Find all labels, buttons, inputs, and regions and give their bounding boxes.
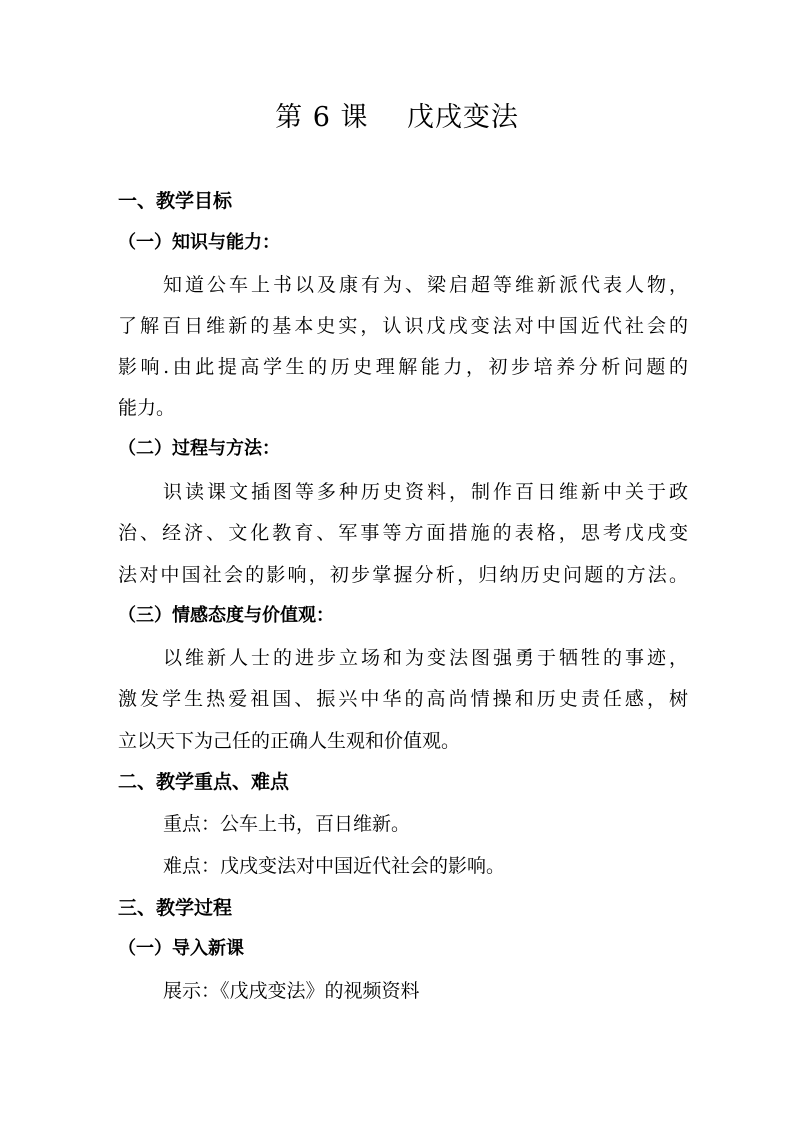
paragraph-line: 影响.由此提高学生的历史理解能力，初步培养分析问题的 — [118, 356, 688, 378]
paragraph-line: 治、经济、文化教育、军事等方面措施的表格，思考戊戌变 — [118, 522, 688, 544]
paragraph-line: 激发学生热爱祖国、振兴中华的高尚情操和历史责任感，树 — [118, 688, 688, 710]
paragraph-line: 知道公车上书以及康有为、梁启超等维新派代表人物， — [163, 274, 688, 296]
subheading-introduction: （一）导入新课 — [118, 938, 244, 959]
paragraph-line: 展示：《戊戌变法》的视频资料 — [163, 980, 420, 1002]
section-heading-teaching-goals: 一、教学目标 — [118, 190, 233, 212]
subheading-process-method: （二）过程与方法： — [118, 438, 280, 459]
paragraph-line: 立以天下为己任的正确人生观和价值观。 — [118, 730, 461, 752]
paragraph-line: 了解百日维新的基本史实，认识戊戌变法对中国近代社会的 — [118, 315, 688, 337]
paragraph-line: 识读课文插图等多种历史资料，制作百日维新中关于政 — [163, 481, 688, 503]
key-point-line: 重点：公车上书，百日维新。 — [163, 813, 411, 835]
paragraph-line: 能力。 — [118, 397, 176, 419]
paragraph-line: 法对中国社会的影响，初步掌握分析，归纳历史问题的方法。 — [118, 564, 688, 586]
paragraph-line: 以维新人士的进步立场和为变法图强勇于牺牲的事迹， — [163, 647, 688, 669]
subheading-knowledge-ability: （一）知识与能力： — [118, 232, 280, 253]
subheading-emotion-values: （三）情感态度与价值观： — [118, 605, 334, 626]
section-heading-teaching-process: 三、教学过程 — [118, 897, 233, 919]
section-heading-key-points: 二、教学重点、难点 — [118, 771, 290, 793]
lesson-title: 第 6 课 戊戌变法 — [275, 102, 519, 133]
difficulty-line: 难点：戊戌变法对中国近代社会的影响。 — [163, 855, 506, 877]
